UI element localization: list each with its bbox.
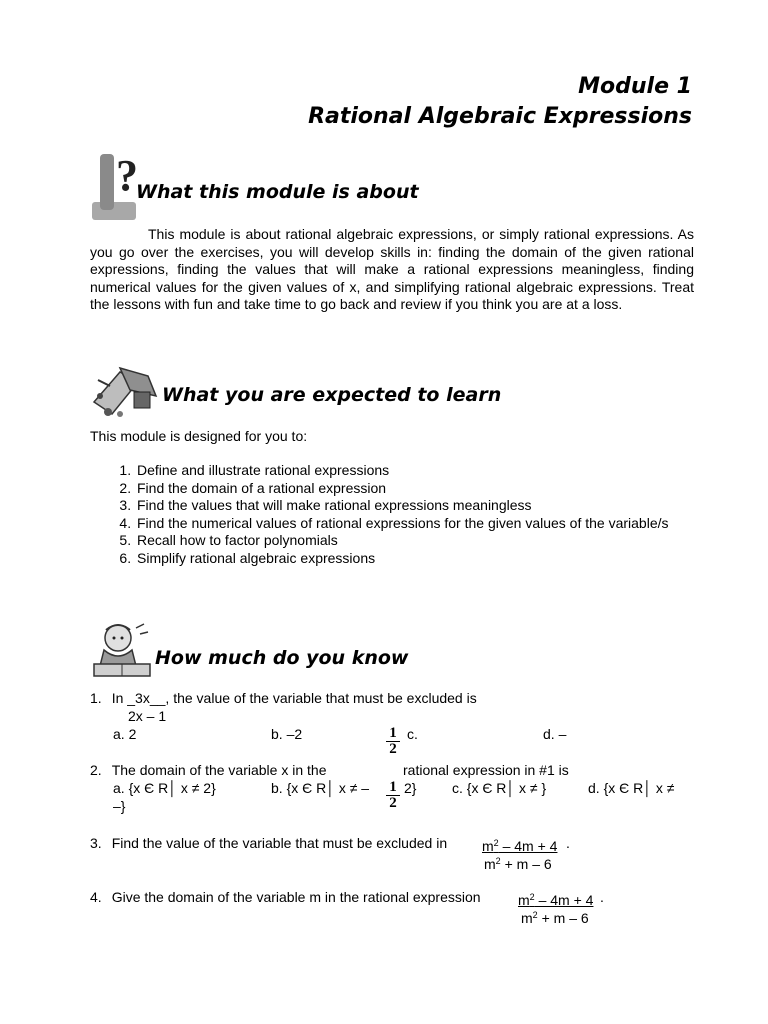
q3-denominator: $m^2 + m - 6$ <box>484 856 552 872</box>
svg-text:?: ? <box>116 151 138 200</box>
list-item: 4. Find the numerical values of rational expressions for the given values of the variable/s <box>135 515 695 533</box>
list-item: 2. Find the domain of a rational expression <box>135 480 695 498</box>
question-4: 4. Give the domain of the variable m in the rational expression <box>90 889 481 905</box>
q2-option-d: d. {x Є R│ x ≠ <box>588 780 675 796</box>
question-3: 3. Find the value of the variable that must be excluded in <box>90 835 448 851</box>
q3-numerator: $m^2 - 4m + 4$ <box>482 838 558 854</box>
section-title-learn: What you are expected to learn <box>162 384 502 406</box>
q2-option-b: b. {x Є R│ x ≠ – <box>271 780 370 796</box>
about-paragraph: This module is about rational algebraic expressions, or simply rational expressions. As you go over the exercises, you will develop skills in: finding the domain of the given rational expressions, finding the values that will make a rational expressions meaningless, finding numerical values for the given values of x, and simplifying rational algebraic expressions. Treat the lessons with fun and take time to go back and review if you think you are at a loss. <box>90 226 694 312</box>
q1-denominator: 2x – 1 <box>128 708 167 724</box>
module-number: Module 1 <box>578 74 692 99</box>
q2-fraction: $\frac{1}{2}$ <box>386 780 400 811</box>
q2-option-c: c. {x Є R│ x ≠ } <box>452 780 547 796</box>
math-tools-icon <box>90 362 160 420</box>
q1-option-b: b. –2 <box>271 726 303 742</box>
question-figure-icon <box>90 150 140 224</box>
q2-text-right: rational expression in #1 is <box>403 762 569 778</box>
section-title-know: How much do you know <box>155 647 409 669</box>
list-item: 1. Define and illustrate rational expressions <box>135 462 695 480</box>
list-item: 5. Recall how to factor polynomials <box>135 532 695 550</box>
objectives-list <box>90 462 695 568</box>
q1-fraction: $\frac{1}{2}$ <box>386 726 400 757</box>
q1-numerator: _3x__ <box>127 690 166 706</box>
q1-option-c: c. <box>407 726 418 742</box>
q1-option-d: d. – <box>543 726 567 742</box>
module-header <box>308 72 692 132</box>
learn-intro: This module is designed for you to: <box>90 428 308 444</box>
list-item: 6. Simplify rational algebraic expressions <box>135 550 695 568</box>
q4-end: . <box>600 889 604 905</box>
q3-end: . <box>566 835 570 851</box>
question-1: 1. In _3x__, the value of the variable that must be excluded is <box>90 690 477 706</box>
q4-numerator: $m^2 - 4m + 4$ <box>518 892 594 908</box>
section-title-about: What this module is about <box>136 181 419 203</box>
q4-denominator: $m^2 + m - 6$ <box>521 910 589 926</box>
q1-option-a: a. 2 <box>113 726 137 742</box>
q2-option-a: a. {x Є R│ x ≠ 2} <box>113 780 216 796</box>
module-title: Rational Algebraic Expressions <box>308 104 692 129</box>
question-2: 2. The domain of the variable x in the <box>90 762 327 778</box>
q2-wrap: –} <box>113 798 126 814</box>
q2-option-b-end: 2} <box>404 780 417 796</box>
thinking-student-icon <box>92 620 154 680</box>
list-item: 3. Find the values that will make rational expressions meaningless <box>135 497 695 515</box>
